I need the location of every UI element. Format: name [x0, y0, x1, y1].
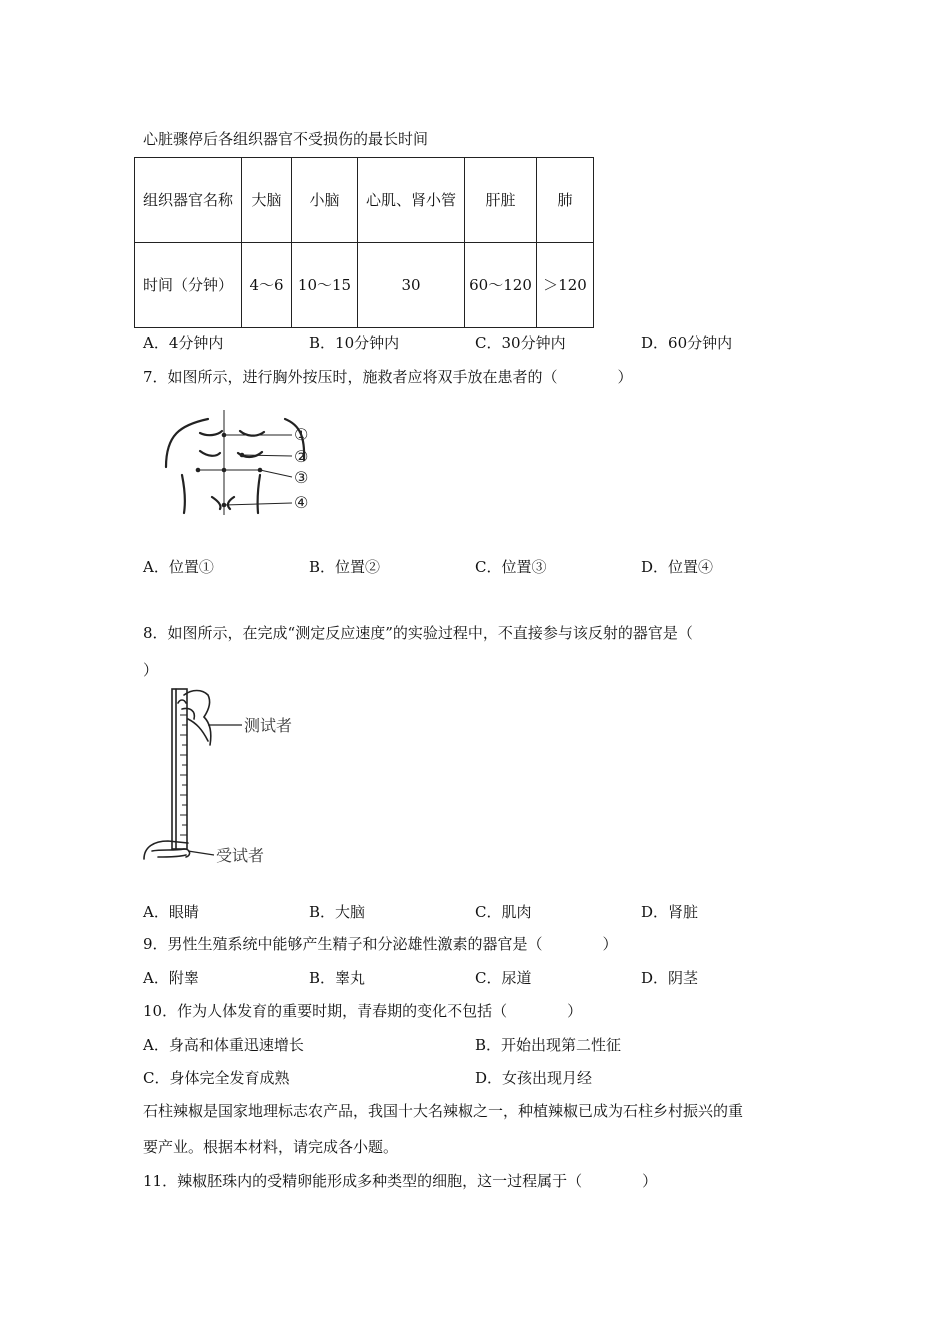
q9-option-d[interactable]: D．阴茎	[641, 969, 699, 987]
organ-time-table	[134, 157, 594, 328]
table-cell: 4～6	[242, 243, 292, 328]
q9-option-a[interactable]: A．附睾	[143, 969, 199, 987]
q7-option-c[interactable]: C．位置③	[475, 558, 547, 576]
q7-option-d[interactable]: D．位置④	[641, 558, 714, 576]
table-header-cell: 肝脏	[465, 158, 537, 243]
q6-option-b[interactable]: B．10分钟内	[309, 334, 400, 352]
q7-option-b[interactable]: B．位置②	[309, 558, 381, 576]
table-cell: ＞120	[537, 243, 594, 328]
q9-stem: 9．男性生殖系统中能够产生精子和分泌雄性激素的器官是（ ）	[143, 935, 618, 953]
q8-option-b[interactable]: B．大脑	[309, 903, 366, 921]
q9-option-b[interactable]: B．睾丸	[309, 969, 366, 987]
q8-option-d[interactable]: D．肾脏	[641, 903, 699, 921]
q6-option-d[interactable]: D．60分钟内	[641, 334, 733, 352]
q7-stem: 7．如图所示，进行胸外按压时，施救者应将双手放在患者的（ ）	[143, 368, 633, 386]
table-title: 心脏骤停后各组织器官不受损伤的最长时间	[143, 130, 429, 148]
table-header-cell: 肺	[537, 158, 594, 243]
table-row	[135, 243, 594, 328]
table-header-cell: 大脑	[242, 158, 292, 243]
q8-stem-line1: 8．如图所示，在完成“测定反应速度”的实验过程中，不直接参与该反射的器官是（	[143, 624, 693, 642]
position-label: ①	[294, 425, 309, 444]
q10-option-d[interactable]: D．女孩出现月经	[475, 1069, 593, 1087]
table-header-cell: 心肌、肾小管	[358, 158, 465, 243]
chest-diagram	[160, 405, 325, 520]
q10-option-b[interactable]: B．开始出现第二性征	[475, 1036, 622, 1054]
q6-option-c[interactable]: C．30分钟内	[475, 334, 566, 352]
ruler-diagram	[138, 685, 308, 875]
table-cell: 10～15	[292, 243, 358, 328]
q10-option-c[interactable]: C．身体完全发育成熟	[143, 1069, 290, 1087]
q10-stem: 10．作为人体发育的重要时期，青春期的变化不包括（ ）	[143, 1002, 583, 1020]
position-label: ③	[294, 468, 309, 487]
q8-stem-line2: ）	[143, 661, 159, 679]
q8-option-c[interactable]: C．肌肉	[475, 903, 532, 921]
table-header-cell: 组织器官名称	[135, 158, 242, 243]
material-line2: 要产业。根据本材料，请完成各小题。	[143, 1138, 399, 1156]
subject-label: 受试者	[216, 846, 265, 865]
q9-option-c[interactable]: C．尿道	[475, 969, 532, 987]
q8-option-a[interactable]: A．眼睛	[143, 903, 199, 921]
q10-option-a[interactable]: A．身高和体重迅速增长	[143, 1036, 304, 1054]
table-cell: 60～120	[465, 243, 537, 328]
table-cell: 30	[358, 243, 465, 328]
table-header-row	[135, 158, 594, 243]
q11-stem: 11．辣椒胚珠内的受精卵能形成多种类型的细胞，这一过程属于（ ）	[143, 1172, 658, 1190]
position-label: ④	[294, 493, 309, 512]
position-label: ②	[294, 447, 309, 466]
q6-option-a[interactable]: A．4分钟内	[143, 334, 224, 352]
material-line1: 石柱辣椒是国家地理标志农产品，我国十大名辣椒之一，种植辣椒已成为石柱乡村振兴的重	[143, 1102, 744, 1120]
q7-option-a[interactable]: A．位置①	[143, 558, 214, 576]
table-header-cell: 小脑	[292, 158, 358, 243]
table-cell: 时间（分钟）	[135, 243, 242, 328]
tester-label: 测试者	[244, 716, 293, 735]
